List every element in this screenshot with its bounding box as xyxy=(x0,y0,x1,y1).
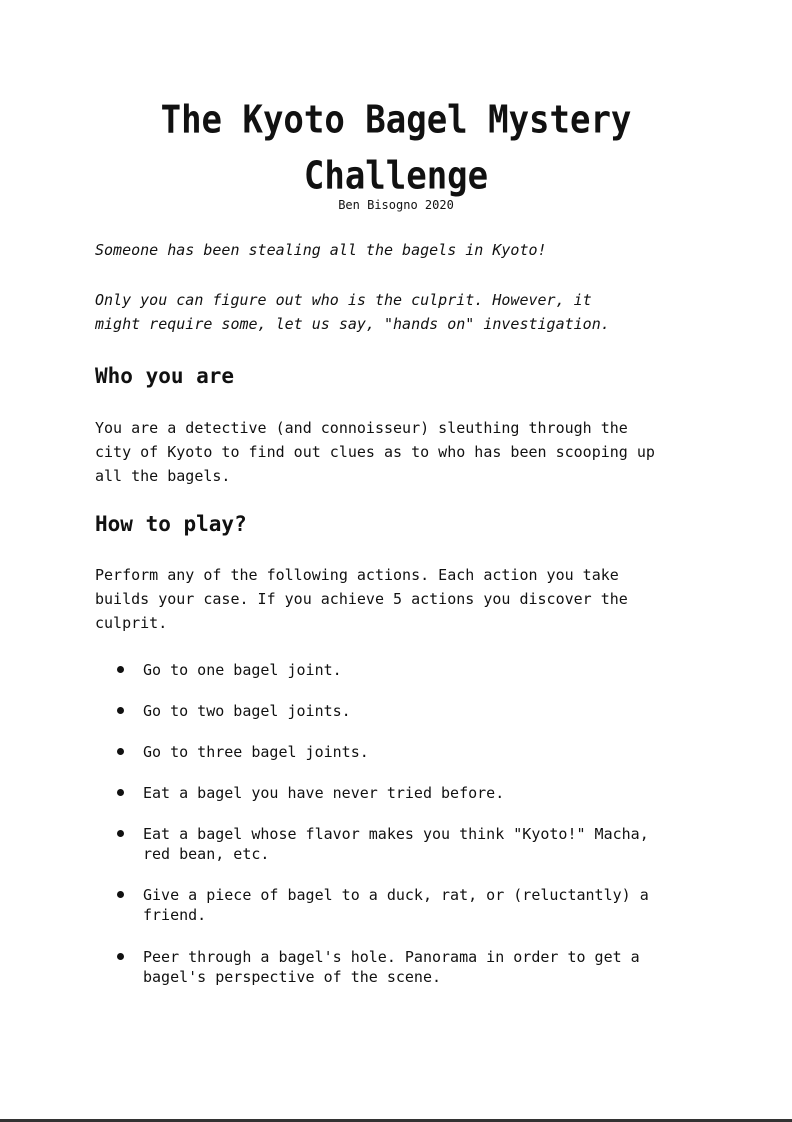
bullet-icon xyxy=(117,830,124,837)
list-item-text: Go to three bagel joints. xyxy=(143,743,369,761)
list-item-text: Eat a bagel you have never tried before. xyxy=(143,784,505,802)
title-line-1: The Kyoto Bagel Mystery xyxy=(160,97,632,143)
author-line: Ben Bisogno 2020 xyxy=(338,198,454,212)
section-heading-how: How to play? xyxy=(95,512,247,536)
bullet-icon xyxy=(117,748,124,755)
bullet-icon xyxy=(117,666,124,673)
section-heading-who: Who you are xyxy=(95,364,235,388)
list-item-text: Go to one bagel joint. xyxy=(143,661,342,679)
bullet-icon xyxy=(117,891,124,898)
list-item-text: Eat a bagel whose flavor makes you think "Kyoto!" Macha, red bean, etc. xyxy=(143,825,649,863)
list-item-text: Go to two bagel joints. xyxy=(143,702,351,720)
title-line-2: Challenge xyxy=(303,153,489,199)
bullet-icon xyxy=(117,707,124,714)
intro-paragraph-2: Only you can figure out who is the culprit. However, it might require some, let us say, "hands on" investigation. xyxy=(95,291,610,333)
list-item xyxy=(117,947,687,1027)
list-item-text: Peer through a bagel's hole. Panorama in order to get a bagel's perspective of the scene. xyxy=(143,948,640,986)
bullet-icon xyxy=(117,789,124,796)
bullet-icon xyxy=(117,953,124,960)
document-title xyxy=(0,92,792,204)
intro-paragraph-1: Someone has been stealing all the bagels in Kyoto! xyxy=(95,241,547,259)
section-body-how: Perform any of the following actions. Each action you take builds your case. If you achieve 5 actions you discover the culprit. xyxy=(95,566,628,632)
list-item-text: Give a piece of bagel to a duck, rat, or (reluctantly) a friend. xyxy=(143,886,649,924)
section-body-who: You are a detective (and connoisseur) sleuthing through the city of Kyoto to find out clues as to who has been scooping up all the bagels. xyxy=(95,419,655,485)
